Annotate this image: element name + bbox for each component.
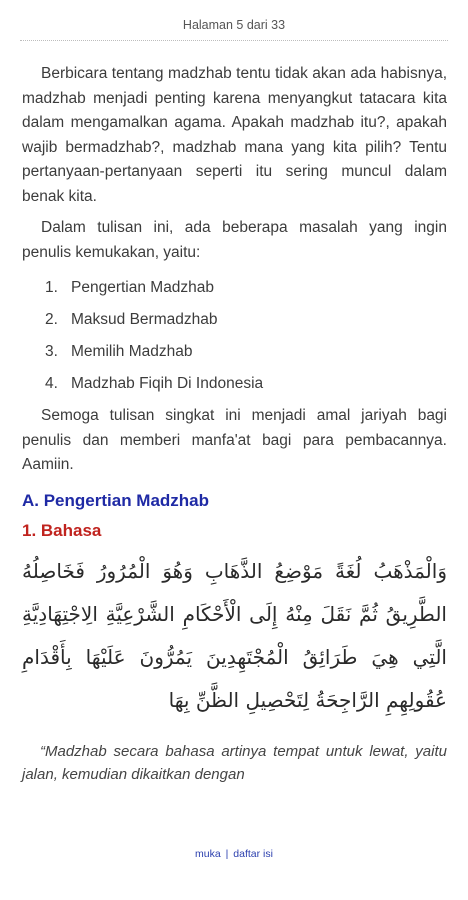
list-item-number: 2. [45,311,58,328]
table-of-contents-link[interactable]: daftar isi [233,848,273,860]
list-item-label: Memilih Madzhab [71,343,193,360]
list-item-label: Madzhab Fiqih Di Indonesia [71,375,264,392]
page-footer [0,848,468,860]
list-item [22,304,447,336]
list-item-number: 4. [45,375,58,392]
section-heading: A. Pengertian Madzhab [22,490,210,510]
arabic-text: وَالْمَذْهَبُ لُغَةً مَوْضِعُ الذَّهَابِ وَهُوَ الْمُرُورُ فَخَاصِلُهُ الطَّرِيقُ ثُمَّ نَقَلَ مِنْهُ إِلَى الْأَحْكَامِ الشَّرْعِيَّةِ الِاجْتِهَادِيَّةِ الَّتِي هِيَ طَرَائِقُ الْمُجْتَهِدِينَ يَمُرُّونَ عَلَيْهَا بِأَقْدَامِ عُقُولِهِمِ الرَّاجِحَةُ لِتَحْصِيلِ الظَّنِّ بِهَا [22,558,447,712]
list-item [22,336,447,368]
page-indicator: Halaman 5 dari 33 [20,18,448,41]
translation-quote: “Madzhab secara bahasa artinya tempat untuk lewat, yaitu jalan, kemudian dikaitkan dengan [22,742,447,783]
list-item [22,272,447,304]
intro-paragraph-1: Berbicara tentang madzhab tentu tidak akan ada habisnya, madzhab menjadi penting karena menyangkut tatacara kita dalam mengamalkan agama. Apakah madzhab itu?, apakah wajib bermadzhab?, madzhab mana yang kita pilih? Tentu pertanyaan-pertanyaan seperti itu sering muncul dalam benak kita. [22,65,447,205]
intro-paragraph-2: Dalam tulisan ini, ada beberapa masalah yang ingin penulis kemukakan, yaitu: [22,219,447,261]
subsection-heading: 1. Bahasa [22,520,102,540]
document-body [22,62,447,786]
list-item-number: 1. [45,279,58,296]
footer-separator: | [225,848,229,860]
list-item-label: Pengertian Madzhab [71,279,215,296]
topic-list [22,272,447,400]
list-item [22,368,447,400]
list-item-number: 3. [45,343,58,360]
home-link[interactable]: muka [195,848,221,860]
intro-paragraph-3: Semoga tulisan singkat ini menjadi amal jariyah bagi penulis dan memberi manfa'at bagi para pembacannya. Aamiin. [22,407,447,473]
list-item-label: Maksud Bermadzhab [71,311,218,328]
